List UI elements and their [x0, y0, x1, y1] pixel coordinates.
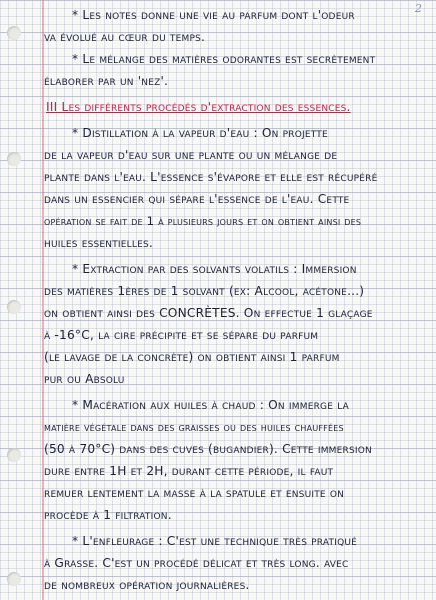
text-line: de nombreux opération journalières.	[44, 578, 250, 592]
text-line: * Distillation à la vapeur d'eau : On projette	[72, 126, 328, 140]
text-line: on obtient ainsi des CONCRÈTES. On effectue 1 glaçage	[44, 306, 373, 320]
text-line: matière végétale dans des graisses ou des huiles chauffées	[44, 420, 344, 434]
binder-hole	[7, 152, 21, 166]
binder-hole	[7, 300, 21, 314]
text-line: * Les notes donne une vie au parfum dont l'odeur	[72, 8, 355, 22]
text-line: à Grasse. C'est un procédé délicat et très long. avec	[44, 556, 349, 570]
text-line: (le lavage de la concrète) on obtient ainsi 1 parfum	[44, 350, 340, 364]
text-line: huiles essentielles.	[44, 236, 153, 250]
text-line: à -16°C, la cire précipite et se sépare du parfum	[44, 328, 319, 342]
binder-hole	[7, 448, 21, 462]
text-line: pur ou Absolu	[44, 372, 125, 386]
text-line: opération se fait de 1 à plusieurs jours et on obtient ainsi des	[44, 214, 362, 228]
text-line: dure entre 1H et 2H, durant cette période, il faut	[44, 464, 334, 478]
text-line: procède à 1 filtration.	[44, 508, 172, 522]
text-line: * Macération aux huiles à chaud : On immerge la	[72, 398, 349, 412]
text-line: dans un essencier qui sépare l'essence de l'eau. Cette	[44, 192, 350, 206]
text-line: plante dans l'eau. L'essence s'évapore et elle est récupéré	[44, 170, 378, 184]
binder-hole	[7, 26, 21, 40]
text-line: va évolué au cœur du temps.	[44, 30, 206, 44]
text-line: * L'enfleurage : C'est une technique très pratiqué	[72, 534, 358, 548]
page-number: 2	[415, 2, 422, 15]
text-line: des matières 1ères de 1 solvant (ex: Alcool, acétone...)	[44, 284, 365, 298]
section-heading: III Les différents procédés d'extraction des essences.	[46, 100, 351, 114]
text-line: * Le mélange des matières odorantes est secrètement	[72, 52, 376, 66]
binder-hole	[7, 572, 21, 586]
text-line: de la vapeur d'eau sur une plante ou un mélange de	[44, 148, 338, 162]
text-line: * Extraction par des solvants volatils : Immersion	[72, 262, 357, 276]
text-line: élaborer par un 'nez'.	[44, 74, 169, 88]
text-line: (50 à 70°C) dans des cuves (bugandier). Cette immersion	[44, 442, 372, 456]
text-line: remuer lentement la masse à la spatule et ensuite on	[44, 486, 345, 500]
